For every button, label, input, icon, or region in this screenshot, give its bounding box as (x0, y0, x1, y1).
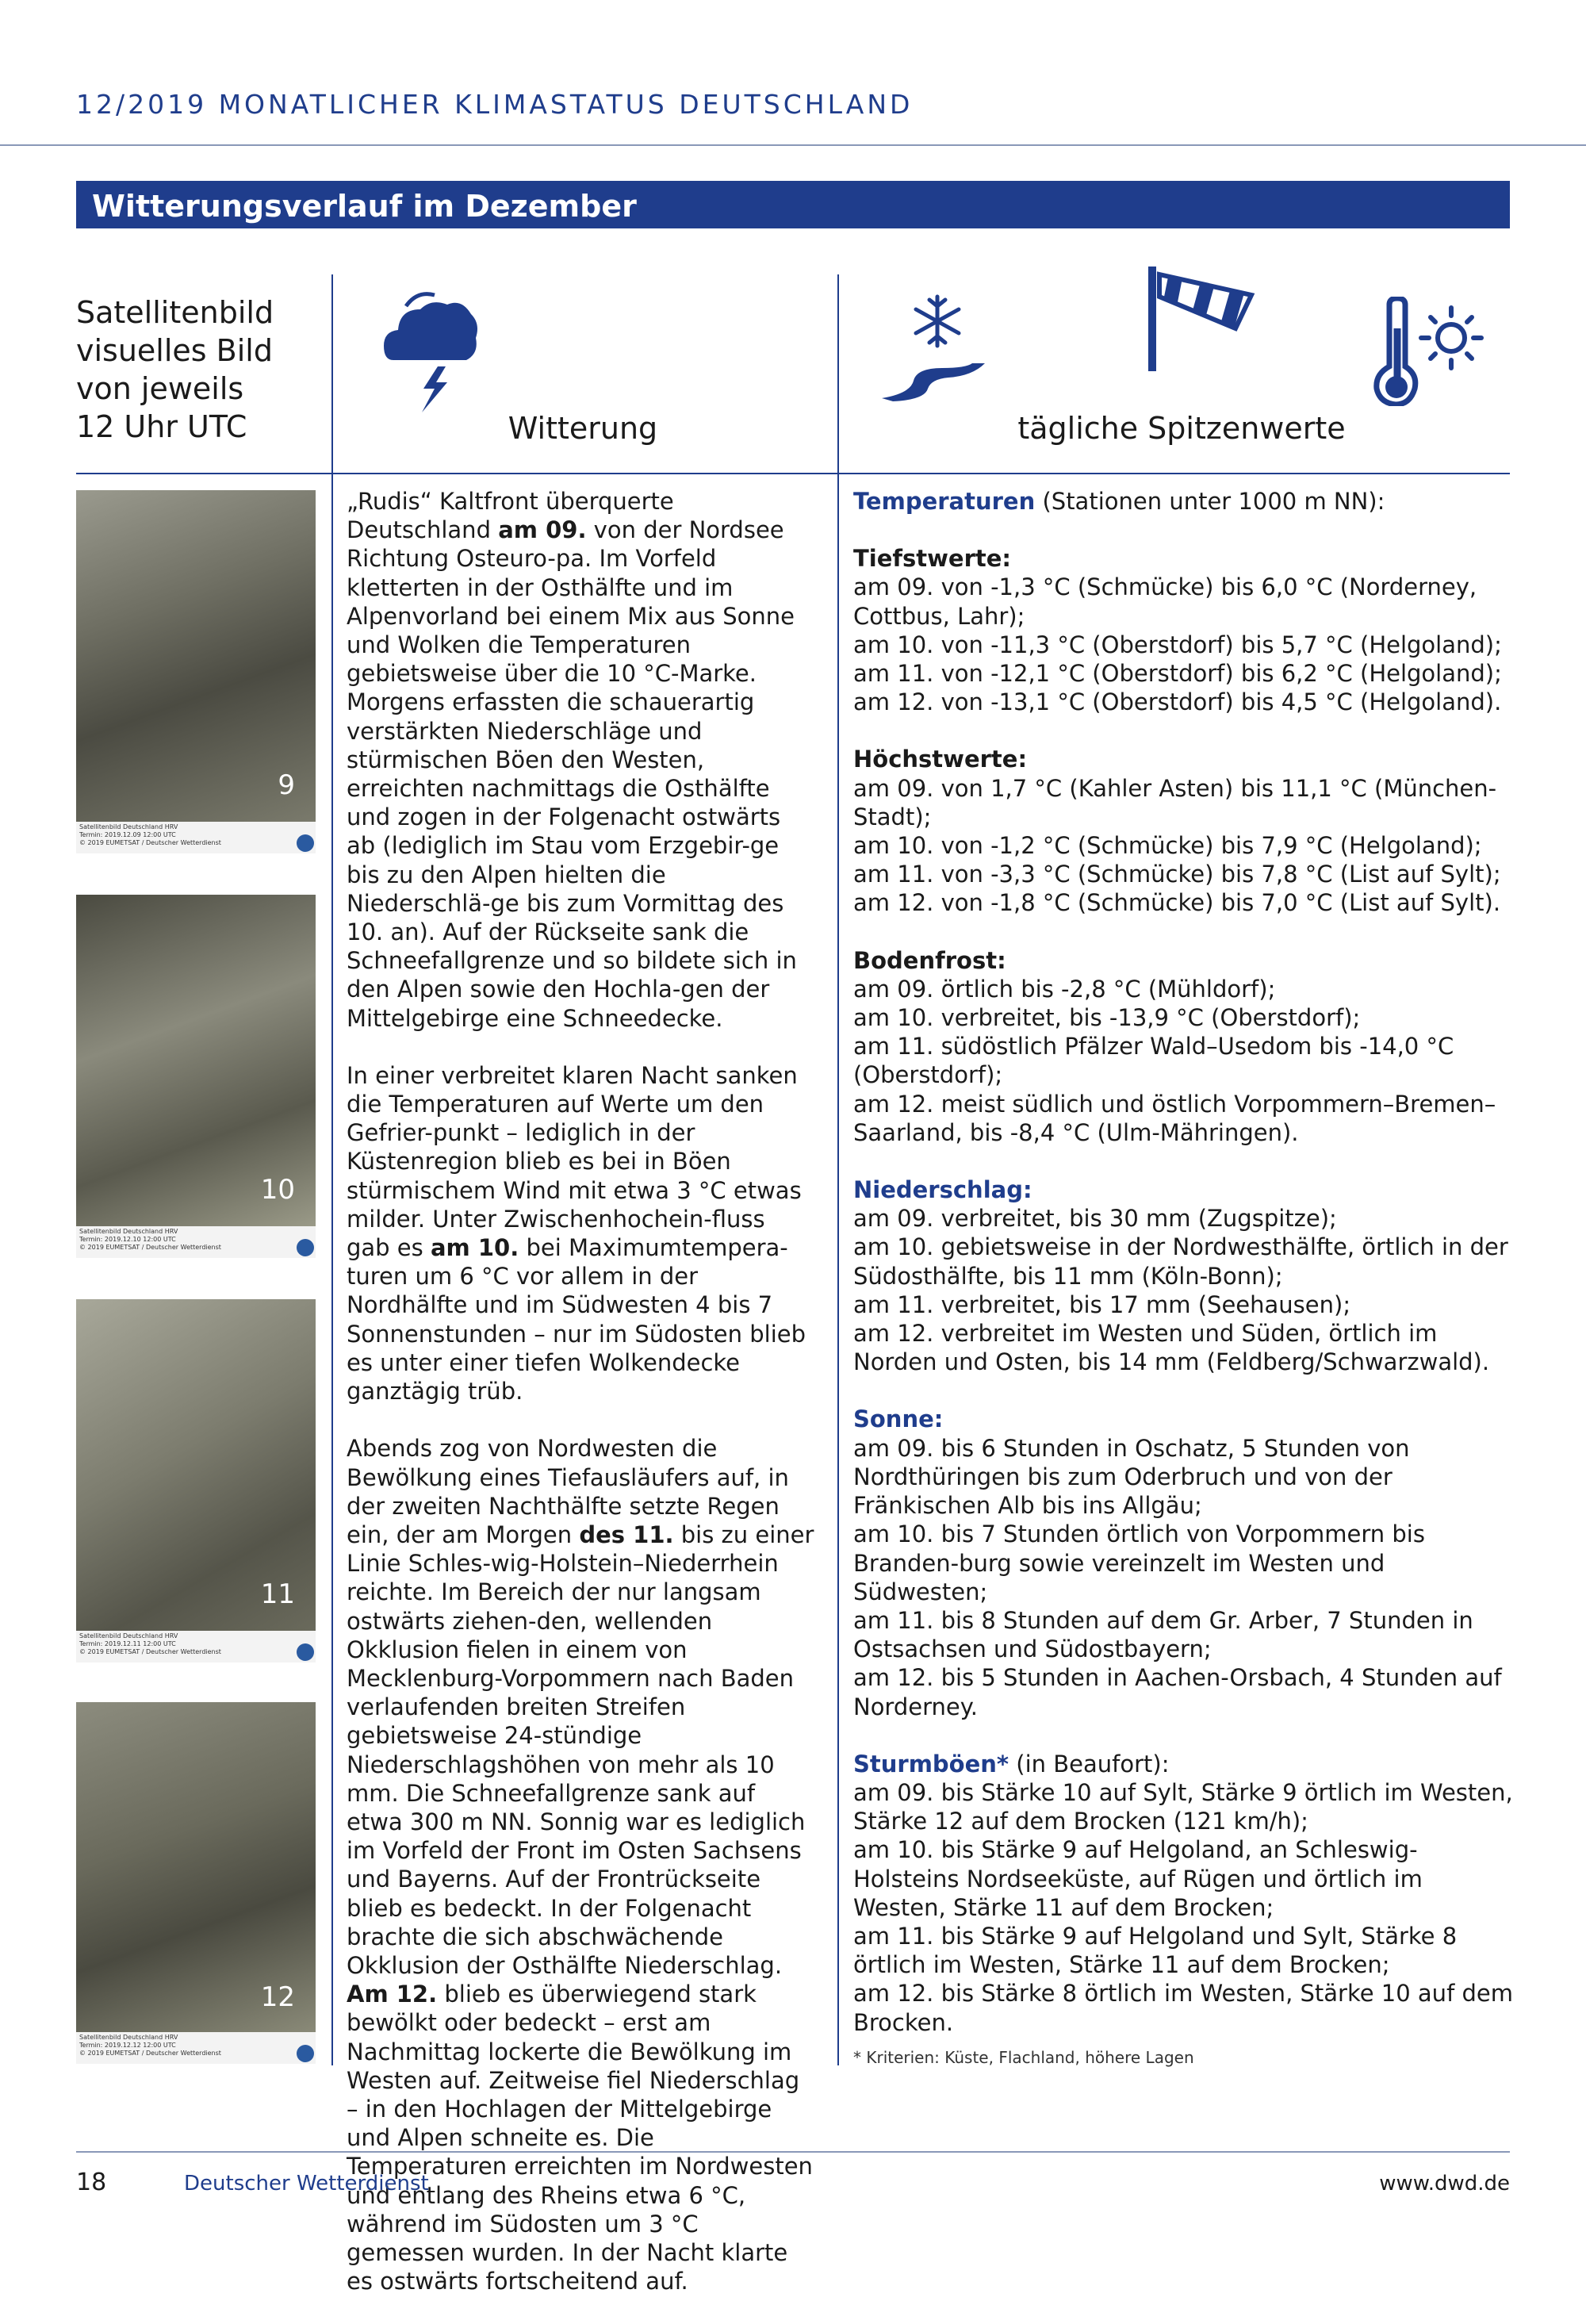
precipitation: Niederschlag: am 09. verbreitet, bis 30 mm (Zugspitze); am 10. gebietsweise in der Nordwesthälfte, örtlich in der Südosthälfte, bis 11 mm (Köln-Bonn); am 11. verbreitet, bis 17 mm (Seehausen); am 12. verbreitet im Westen und Süden, örtlich im Norden und Osten, bis 14 mm (Feldberg/Schwarzwald). (853, 1176, 1508, 1376)
dwd-logo-icon (297, 834, 314, 852)
header-title: 12/2019 MONATLICHER KLIMASTATUS DEUTSCHLAND (76, 89, 914, 120)
storm-gusts: Sturmböen* (in Beaufort): am 09. bis Stärke 10 auf Sylt, Stärke 9 örtlich im Westen, Stärke 12 auf dem Brocken (121 km/h); am 10. bis Stärke 9 auf Helgoland, an Schleswig-Holsteins Nordseeküste, auf Rügen und örtlich im Westen, Stärke 11 auf dem Brocken; am 11. bis Stärke 9 auf Helgoland und Sylt, Stärke 8 örtlich im Westen, Stärke 11 auf dem Brocken; am 12. bis Stärke 8 örtlich im Westen, Stärke 10 auf dem Brocken. (853, 1750, 1513, 2036)
temperature-intro: Temperaturen (Stationen unter 1000 m NN): (853, 488, 1385, 515)
ground-frost: Bodenfrost: am 09. örtlich bis -2,8 °C (Mühldorf); am 10. verbreitet, bis -13,9 °C (Oberstdorf); am 11. südöstlich Pfälzer Wald–Usedom bis -14,0 °C (Oberstdorf); am 12. meist südlich und östlich Vorpommern–Bremen–Saarland, bis -8,4 °C (Ulm-Mähringen). (853, 946, 1496, 1146)
satellite-caption: Satellitenbild Deutschland HRV Termin: 2019.12.09 12:00 UTC © 2019 EUMETSAT / Deutscher Wetterdienst (76, 822, 316, 853)
satellite-image-12 (76, 1702, 316, 2064)
max-temperatures: Höchstwerte: am 09. von 1,7 °C (Kahler Asten) bis 11,1 °C (München-Stadt); am 10. von -1,2 °C (Schmücke) bis 7,9 °C (Helgoland); am 11. von -3,3 °C (Schmücke) bis 7,8 °C (List auf Sylt); am 12. von -1,8 °C (Schmücke) bis 7,0 °C (List auf Sylt). (853, 746, 1501, 917)
weather-paragraph-3: Abends zog von Nordwesten die Bewölkung eines Tiefausläufers auf, in der zweiten Nachthälfte setzte Regen ein, der am Morgen des 11. bis zu einer Linie Schles-wig-Holstein–Niederrhein reichte. Im Bereich der nur langsam ostwärts ziehen-den, wellenden Okklusion fielen in einem von Mecklenburg-Vorpommern nach Baden verlaufenden breiten Streifen gebietsweise 24-stündige Niederschlagshöhen von mehr als 10 mm. Die Schneefallgrenze sank auf etwa 300 m NN. Sonnig war es lediglich im Vorfeld der Front im Osten Sachsens und Bayerns. Auf der Frontrückseite blieb es bedeckt. In der Folgenacht brachte die sich abschwächende Okklusion der Osthälfte Niederschlag. (347, 1435, 814, 1979)
peak-values (853, 487, 1519, 2065)
weather-paragraph-1: „Rudis“ Kaltfront überquerte Deutschland am 09. von der Nordsee Richtung Osteuro-pa. Im Vorfeld kletterten in der Osthälfte und im Alpenvorland bei einem Mix aus Sonne und Wolken die Temperaturen gebietsweise über die 10 °C-Marke. Morgens erfassten die schauerartig verstärkten Niederschläge und stürmischen Böen den Westen, erreichten nachmittags die Osthälfte und zogen in der Folgenacht ostwärts ab (lediglich im Stau vom Erzgebir-ge bis zu den Alpen hielten die Niederschlä-ge bis zum Vormittag des 10. an). Auf der Rückseite sank die Schneefallgrenze und so bildete sich in den Alpen sowie den Hochla-gen der Mittelgebirge eine Schneedecke. (347, 488, 797, 1032)
thunderstorm-cloud-icon (382, 282, 481, 414)
snow-road-icon (879, 293, 994, 403)
sunshine: Sonne: am 09. bis 6 Stunden in Oschatz, 5 Stunden von Nordthüringen bis zum Oderbruch und von der Fränkischen Alb bis ins Allgäu; am 10. bis 7 Stunden örtlich von Vorpommern bis Branden-burg sowie vereinzelt im Westen und Südwesten; am 11. bis 8 Stunden auf dem Gr. Arber, 7 Stunden in Ostsachsen und Südostbayern; am 12. bis 5 Stunden in Aachen-Orsbach, 4 Stunden auf Norderney. (853, 1406, 1502, 1720)
footer-url[interactable]: www.dwd.de (1379, 2172, 1510, 2196)
weather-column-heading: Witterung (508, 411, 658, 446)
column-header-divider (76, 473, 1510, 474)
thermometer-sun-icon (1369, 297, 1484, 406)
header-divider (0, 144, 1586, 146)
satellite-day-label: 10 (260, 1174, 295, 1206)
dwd-logo-icon (297, 1643, 314, 1661)
page-number: 18 (76, 2169, 107, 2196)
footer-organization: Deutscher Wetterdienst (184, 2172, 429, 2196)
satellite-caption: Satellitenbild Deutschland HRV Termin: 2019.12.10 12:00 UTC © 2019 EUMETSAT / Deutscher Wetterdienst (76, 1226, 316, 1258)
satellite-caption: Satellitenbild Deutschland HRV Termin: 2019.12.11 12:00 UTC © 2019 EUMETSAT / Deutscher Wetterdienst (76, 1631, 316, 1662)
weather-paragraph-2: In einer verbreitet klaren Nacht sanken die Temperaturen auf Werte um den Gefrier-punkt – lediglich in der Küstenregion blieb es bei in Böen stürmischem Wind mit etwa 3 °C etwas milder. Unter Zwischenhochein-fluss gab es am 10. bei Maximumtempera-turen um 6 °C vor allem in der Nordhälfte und im Südwesten 4 bis 7 Sonnenstunden – nur im Südosten blieb es unter einer tiefen Wolkendecke ganztägig trüb. (347, 1061, 806, 1406)
section-banner (76, 181, 1510, 228)
min-temperatures: Tiefstwerte: am 09. von -1,3 °C (Schmücke) bis 6,0 °C (Norderney, Cottbus, Lahr); am 10. von -11,3 °C (Oberstdorf) bis 5,7 °C (Helgoland); am 11. von -12,1 °C (Oberstdorf) bis 6,2 °C (Helgoland); am 12. von -13,1 °C (Oberstdorf) bis 4,5 °C (Helgoland). (853, 545, 1502, 716)
section-title: Witterungsverlauf im Dezember (92, 189, 637, 224)
satellite-day-label: 11 (260, 1578, 295, 1610)
column-divider-left (331, 274, 333, 2065)
dwd-logo-icon (297, 2045, 314, 2062)
satellite-caption: Satellitenbild Deutschland HRV Termin: 2019.12.12 12:00 UTC © 2019 EUMETSAT / Deutscher Wetterdienst (76, 2032, 316, 2064)
dwd-logo-icon (297, 1239, 314, 1256)
satellite-image-11 (76, 1299, 316, 1662)
column-divider-right (837, 274, 839, 2065)
satellite-column-heading: Satellitenbild visuelles Bild von jeweils 12 Uhr UTC (76, 295, 274, 444)
satellite-day-label: 12 (260, 1981, 295, 2013)
peaks-column-heading: tägliche Spitzenwerte (1017, 411, 1346, 446)
footnote: * Kriterien: Küste, Flachland, höhere Lagen (853, 2048, 1194, 2067)
weather-paragraph-4: Am 12. blieb es überwiegend stark bewölkt oder bedeckt – erst am Nachmittag lockerte die Bewölkung im Westen auf. Zeitweise fiel Niederschlag – in den Hochlagen der Mittelgebirge und Alpen schneite es. Die Temperaturen erreichten im Nordwesten und entlang des Rheins etwa 6 °C, während im Südosten um 3 °C gemessen wurden. In der Nacht klarte es ostwärts fortscheitend auf. (347, 1981, 813, 2295)
satellite-image-09 (76, 490, 316, 853)
windsock-icon (1148, 267, 1256, 371)
satellite-day-label: 9 (278, 769, 295, 801)
satellite-image-10 (76, 895, 316, 1258)
weather-narrative (347, 487, 814, 2324)
footer-divider (76, 2151, 1510, 2153)
